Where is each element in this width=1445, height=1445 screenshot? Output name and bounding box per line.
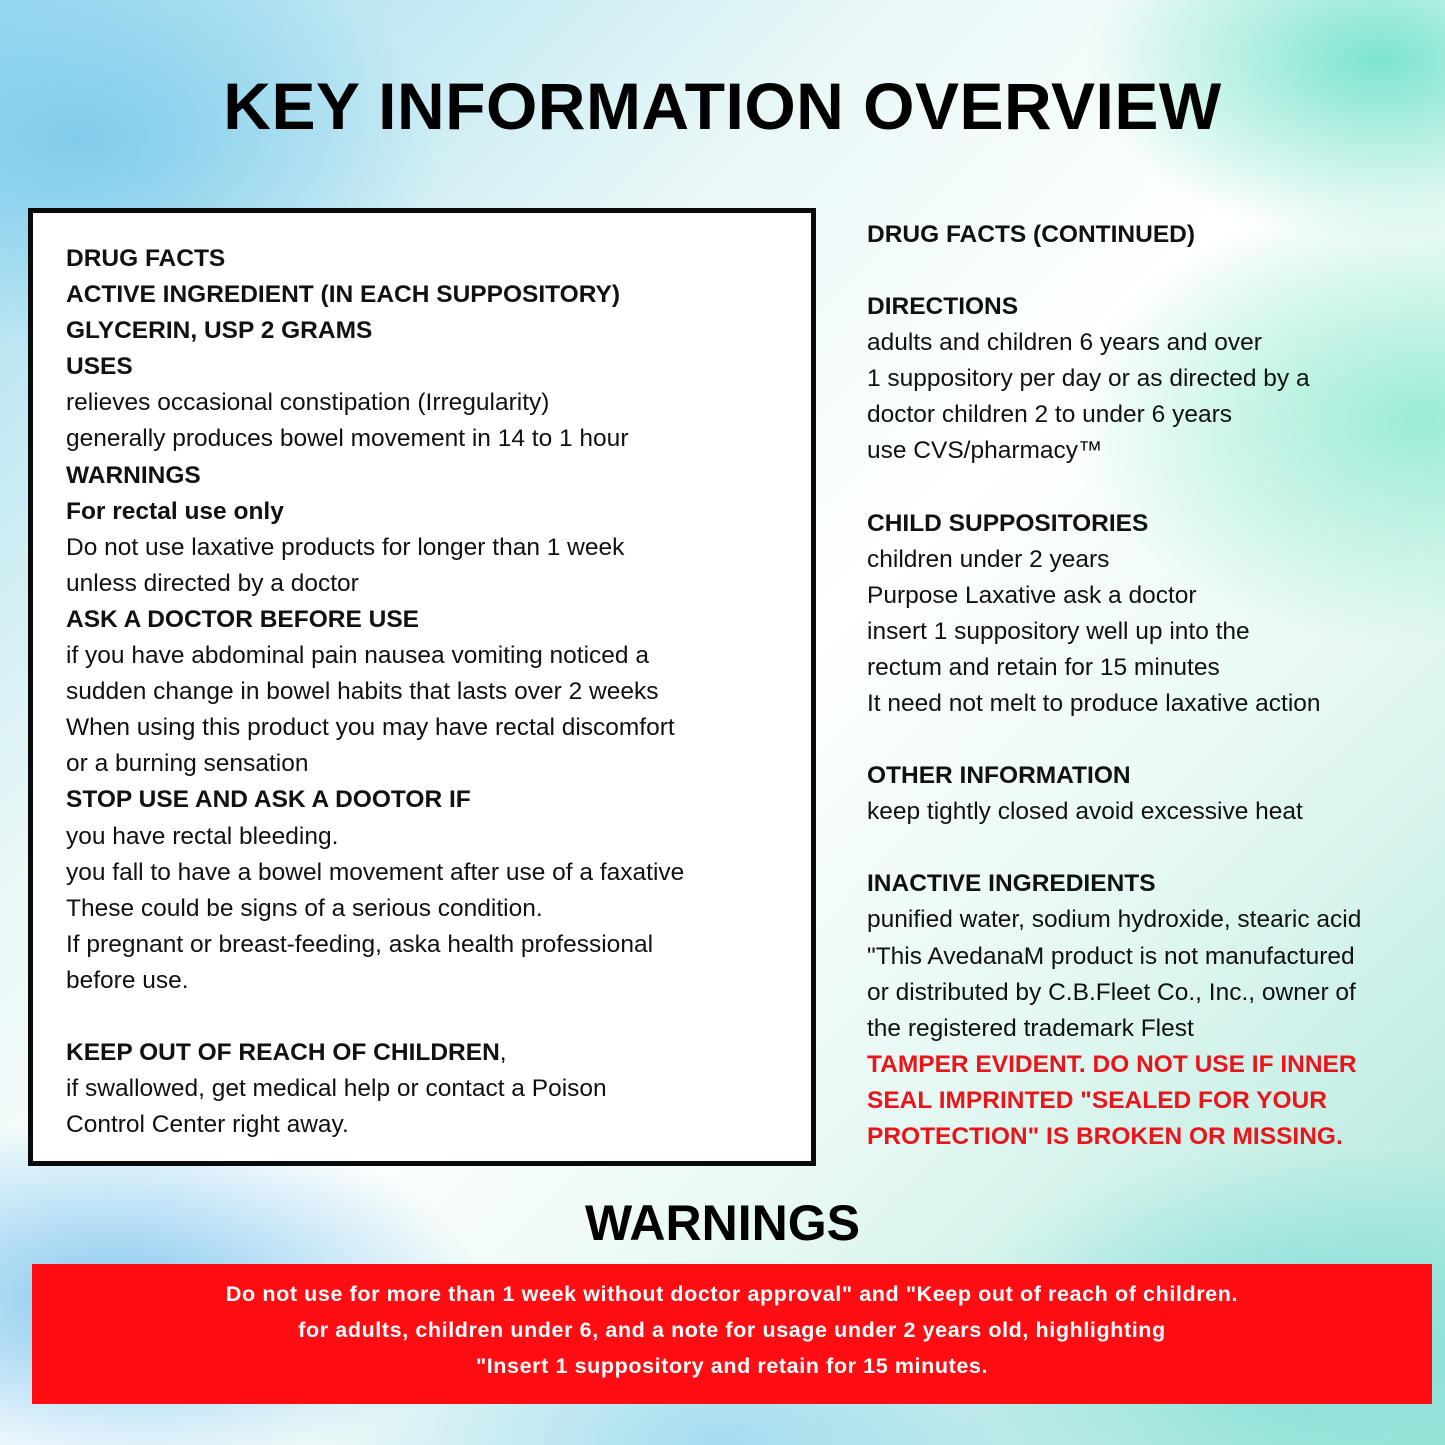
child-line: insert 1 suppository well up into the [867,617,1250,645]
drug-facts-continued [867,217,1442,1155]
drug-facts-box [28,208,816,1166]
warnings-title: WARNINGS [585,1195,860,1251]
other-line: keep tightly closed avoid excessive heat [867,798,1303,826]
inactive-line: punified water, sodium hydroxide, stearic acid [867,906,1362,934]
ask-doctor-line: sudden change in bowel habits that lasts over 2 weeks [66,678,659,706]
directions-line: use CVS/pharmacy™ [867,437,1103,465]
inactive-heading: INACTIVE INGREDIENTS [867,870,1156,898]
tamper-warning-line: SEAL IMPRINTED "SEALED FOR YOUR [867,1086,1327,1114]
stop-use-heading: STOP USE AND ASK A DOOTOR IF [66,786,471,814]
spacer [66,999,811,1035]
child-heading: CHILD SUPPOSITORIES [867,509,1149,537]
continued-heading: DRUG FACTS (CONTINUED) [867,221,1196,248]
active-ingredient: GLYCERIN, USP 2 GRAMS [66,317,373,345]
directions-line: doctor children 2 to under 6 years [867,401,1232,429]
warnings-banner [32,1264,1432,1404]
child-line: rectum and retain for 15 minutes [867,653,1220,681]
directions-line: adults and children 6 years and over [867,329,1262,357]
keep-out-heading: KEEP OUT OF REACH OF CHILDREN [66,1038,500,1066]
tamper-warning-line: TAMPER EVIDENT. DO NOT USE IF INNER [867,1050,1357,1078]
uses-line: relieves occasional constipation (Irregularity) [66,389,550,417]
ask-doctor-line: or a burning sensation [66,750,309,778]
child-line: children under 2 years [867,545,1110,573]
warnings-banner-line: for adults, children under 6, and a note for usage under 2 years old, highlighting [298,1318,1166,1342]
page-title: KEY INFORMATION OVERVIEW [223,69,1222,143]
stop-use-line: These could be signs of a serious condition. [66,894,543,922]
inactive-line: "This AvedanaM product is not manufactured [867,942,1355,970]
stop-use-line: you fall to have a bowel movement after use of a faxative [66,858,685,886]
other-heading: OTHER INFORMATION [867,762,1131,790]
keep-out-comma: , [499,1038,507,1066]
drug-facts-content [66,241,811,1143]
spacer [867,470,1442,506]
warnings-banner-line: "Insert 1 suppository and retain for 15 minutes. [475,1354,989,1378]
keep-out-line: Control Center right away. [66,1111,349,1139]
directions-heading: DIRECTIONS [867,293,1019,321]
active-ingredient-heading: ACTIVE INGREDIENT (IN EACH SUPPOSITORY) [66,281,621,309]
spacer [867,722,1442,758]
tamper-warning-line: PROTECTION" IS BROKEN OR MISSING. [867,1122,1343,1150]
ask-doctor-line: if you have abdominal pain nausea vomiting noticed a [66,642,649,670]
warnings-line: unless directed by a doctor [66,569,359,597]
stop-use-line: you have rectal bleeding. [66,822,339,850]
keep-out-heading-line [66,1035,811,1071]
uses-line: generally produces bowel movement in 14 to 1 hour [66,425,629,453]
drug-facts-heading: DRUG FACTS [66,245,226,272]
keep-out-line: if swallowed, get medical help or contact a Poison [66,1075,607,1103]
inactive-line: or distributed by C.B.Fleet Co., Inc., owner of [867,978,1356,1006]
ask-doctor-line: When using this product you may have rectal discomfort [66,714,675,742]
inactive-line: the registered trademark Flest [867,1014,1194,1042]
stop-use-line: If pregnant or breast-feeding, aska health professional [66,930,654,958]
warnings-banner-line: Do not use for more than 1 week without doctor approval" and "Keep out of reach of children. [225,1282,1239,1306]
child-line: It need not melt to produce laxative action [867,690,1321,718]
warnings-heading: WARNINGS [66,461,201,489]
uses-heading: USES [66,353,133,381]
child-line: Purpose Laxative ask a doctor [867,581,1197,609]
spacer [867,830,1442,866]
rectal-use-note: For rectal use only [66,497,284,525]
warnings-line: Do not use laxative products for longer than 1 week [66,533,625,561]
directions-line: 1 suppository per day or as directed by a [867,365,1310,393]
spacer [867,253,1442,289]
ask-doctor-heading: ASK A DOCTOR BEFORE USE [66,605,420,633]
stop-use-line: before use. [66,966,189,994]
